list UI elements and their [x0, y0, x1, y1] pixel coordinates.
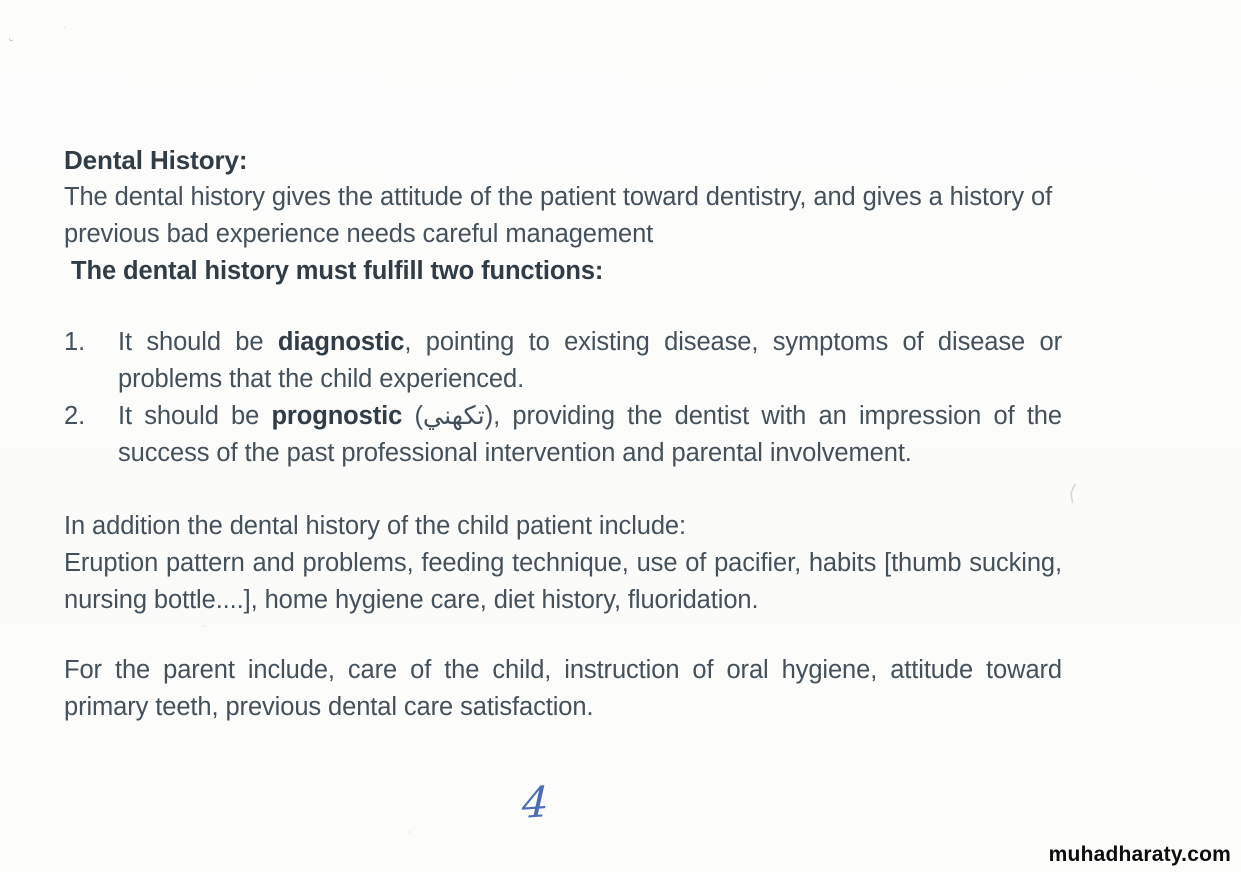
scan-artifact: ˊ	[201, 623, 209, 637]
handwritten-page-number: 4	[521, 776, 550, 829]
list-item-keyword: diagnostic	[277, 328, 405, 356]
list-item-keyword: prognostic	[271, 402, 403, 430]
parent-paragraph: For the parent include, care of the child, instruction of oral hygiene, attitude toward primary teeth, previous dental care satisfaction.	[64, 656, 1062, 721]
watermark-text: muhadharaty.com	[1048, 843, 1231, 866]
list-item-text	[118, 324, 1062, 398]
list-item	[64, 324, 1062, 398]
document-text-block	[64, 142, 1062, 726]
intro-paragraph: The dental history gives the attitude of the patient toward dentistry, and gives a history of previous bad experience needs careful management	[64, 183, 1053, 248]
list-item-text	[118, 398, 1062, 472]
list-item-number: 2.	[64, 402, 86, 430]
scan-artifact: ⟨	[1066, 479, 1079, 506]
list-item-text-pre: It should be	[118, 328, 278, 356]
scan-artifact: ˏ	[404, 821, 412, 835]
list-item-text-pre: It should be	[118, 402, 272, 430]
document-title: Dental History:	[64, 145, 248, 175]
scan-artifact: ˘	[3, 35, 15, 53]
list-item-text-rest: , pointing to existing disease, symptoms of disease or problems that the child experienced.	[118, 328, 1062, 393]
numbered-list	[64, 324, 1062, 472]
addition-details-paragraph: Eruption pattern and problems, feeding technique, use of pacifier, habits [thumb sucking, nursing bottle....], home hygiene care, diet history, fluoridation.	[64, 549, 1062, 614]
list-item-text-rest: (تكهني), providing the dentist with an impression of the success of the past professional intervention and parental involvement.	[118, 402, 1062, 467]
scan-artifact: ·	[63, 22, 67, 33]
list-item-number: 1.	[64, 328, 86, 356]
functions-heading: The dental history must fulfill two functions:	[71, 257, 604, 285]
list-item	[64, 398, 1062, 472]
addition-heading: In addition the dental history of the child patient include:	[64, 512, 687, 540]
